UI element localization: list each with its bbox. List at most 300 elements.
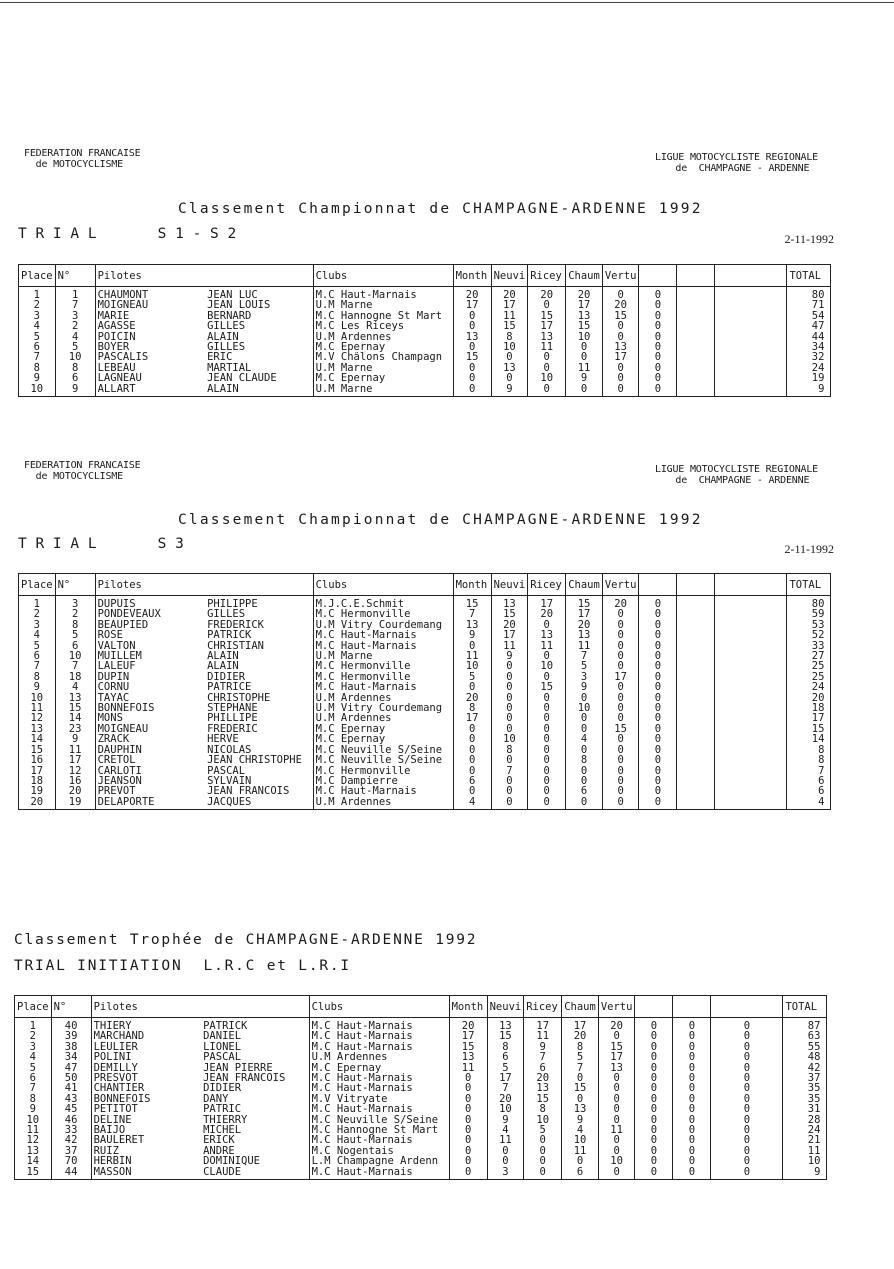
cell-place: 15 [15,1167,52,1180]
cell-chaum: 6 [566,786,603,796]
cell-total: 47 [787,321,831,331]
cell-month: 10 [453,661,491,671]
table-row [19,651,831,661]
cell-club: M.C Epernay [313,734,453,744]
cell-pilot-name: LEBEAU [95,363,205,373]
cell-ricey: 7 [524,1052,562,1062]
cell-extra2: 0 [673,1031,711,1041]
cell-month: 0 [449,1167,487,1180]
table-row [19,609,831,619]
cell-total: 9 [787,384,831,397]
cell-extra2 [677,373,715,383]
cell-chaum: 13 [566,311,603,321]
cell-extra3: 0 [711,1031,783,1041]
cell-extra1: 0 [639,672,677,682]
cell-extra2 [677,703,715,713]
cell-place: 8 [19,672,56,682]
cell-place: 6 [19,651,56,661]
cell-pilot-name: DUPUIS [95,596,205,610]
column-header-month: Month [453,574,491,596]
category-label: TRIAL INITIATION L.R.C et L.R.I [14,958,351,974]
cell-extra1: 0 [639,755,677,765]
cell-place: 5 [19,332,56,342]
cell-total: 32 [787,352,831,362]
cell-pilot-firstname: SYLVAIN [205,776,313,786]
cell-club: M.C Haut-Marnais [309,1167,449,1180]
cell-ricey: 0 [528,734,566,744]
table-row [19,321,831,331]
cell-extra2 [677,311,715,321]
cell-total: 71 [787,300,831,310]
cell-month: 13 [449,1052,487,1062]
cell-club: M.C Haut-Marnais [313,630,453,640]
cell-total: 10 [783,1156,827,1166]
cell-month: 0 [449,1115,487,1125]
table-row [15,1156,827,1166]
cell-chaum: 0 [566,776,603,786]
cell-pilot-firstname: DANY [201,1094,309,1104]
table-row [19,682,831,692]
cell-vertu: 20 [598,1018,635,1032]
cell-place: 9 [19,682,56,692]
cell-number: 20 [55,786,95,796]
table-row [19,703,831,713]
cell-extra1: 0 [639,321,677,331]
cell-extra3 [715,776,787,786]
cell-chaum: 9 [566,682,603,692]
cell-place: 7 [15,1083,52,1093]
table-row [15,1167,827,1180]
header-row [19,265,831,287]
cell-extra1: 0 [639,745,677,755]
cell-ricey: 13 [528,332,566,342]
cell-pilot-firstname: PASCAL [201,1052,309,1062]
cell-total: 18 [787,703,831,713]
header-row [15,996,827,1018]
cell-place: 8 [19,363,56,373]
column-header-extra3 [711,996,783,1018]
cell-neuvi: 3 [487,1167,524,1180]
cell-chaum: 20 [562,1031,599,1041]
cell-number: 1 [55,287,95,301]
cell-number: 2 [55,321,95,331]
column-header-pilot-name: Pilotes [91,996,201,1018]
cell-extra1: 0 [639,766,677,776]
cell-pilot-name: ALLART [95,384,205,397]
cell-extra3 [715,596,787,610]
cell-vertu: 0 [598,1135,635,1145]
cell-club: U.M Vitry Courdemang [313,620,453,630]
cell-pilot-name: BONNEFOIS [95,703,205,713]
cell-ricey: 0 [528,703,566,713]
cell-number: 43 [51,1094,91,1104]
cell-month: 0 [453,755,491,765]
column-header-month: Month [449,996,487,1018]
cell-ricey: 0 [524,1146,562,1156]
cell-neuvi: 0 [491,682,528,692]
cell-extra2 [677,776,715,786]
cell-chaum: 6 [562,1167,599,1180]
cell-extra3: 0 [711,1042,783,1052]
cell-vertu: 0 [602,745,639,755]
cell-extra2: 0 [673,1063,711,1073]
cell-total: 19 [787,373,831,383]
cell-extra1: 0 [635,1083,673,1093]
cell-club: M.C Neuville S/Seine [313,745,453,755]
cell-club: M.C Nogentais [309,1146,449,1156]
cell-extra1: 0 [639,734,677,744]
cell-chaum: 0 [566,797,603,810]
column-header-number: N° [51,996,91,1018]
cell-ricey: 0 [528,755,566,765]
cell-club: U.M Ardennes [313,332,453,342]
cell-extra2: 0 [673,1094,711,1104]
cell-extra1: 0 [639,724,677,734]
federation-header: FEDERATION FRANCAISE de MOTOCYCLISME [24,460,141,482]
cell-month: 15 [453,596,491,610]
cell-place: 6 [15,1073,52,1083]
cell-pilot-firstname: MARTIAL [205,363,313,373]
cell-pilot-name: MARIE [95,311,205,321]
cell-pilot-name: MARCHAND [91,1031,201,1041]
cell-extra2 [677,641,715,651]
cell-month: 0 [453,682,491,692]
results-table [18,573,831,810]
cell-club: U.M Ardennes [313,713,453,723]
cell-pilot-firstname: GILLES [205,321,313,331]
cell-pilot-name: PETITOT [91,1104,201,1114]
cell-chaum: 0 [566,713,603,723]
cell-club: M.C Haut-Marnais [309,1042,449,1052]
header-row [19,574,831,596]
cell-place: 3 [15,1042,52,1052]
cell-place: 5 [19,641,56,651]
cell-club: U.M Ardennes [309,1052,449,1062]
cell-pilot-firstname: BERNARD [205,311,313,321]
cell-neuvi: 15 [491,609,528,619]
cell-club: M.C Hannogne St Mart [309,1125,449,1135]
cell-month: 11 [453,651,491,661]
cell-extra3 [715,682,787,692]
cell-extra3: 0 [711,1063,783,1073]
cell-pilot-name: BAIJO [91,1125,201,1135]
cell-extra3 [715,287,787,301]
cell-month: 0 [453,363,491,373]
cell-place: 4 [15,1052,52,1062]
cell-vertu: 0 [602,287,639,301]
cell-vertu: 0 [602,651,639,661]
column-header-ricey: Ricey [524,996,562,1018]
cell-vertu: 13 [602,342,639,352]
cell-pilot-name: CORNU [95,682,205,692]
cell-extra2 [677,786,715,796]
table-row [19,745,831,755]
cell-extra1: 0 [639,596,677,610]
table-row [19,797,831,810]
cell-pilot-name: DEMILLY [91,1063,201,1073]
cell-vertu: 20 [602,300,639,310]
cell-pilot-name: PREVOT [95,786,205,796]
column-header-ricey: Ricey [528,574,566,596]
cell-chaum: 17 [566,609,603,619]
cell-month: 0 [449,1073,487,1083]
cell-extra3: 0 [711,1083,783,1093]
cell-total: 37 [783,1073,827,1083]
cell-extra1: 0 [635,1146,673,1156]
cell-place: 10 [19,693,56,703]
cell-month: 17 [453,713,491,723]
cell-extra1: 0 [639,703,677,713]
cell-pilot-name: MUILLEM [95,651,205,661]
cell-pilot-name: LAGNEAU [95,373,205,383]
cell-club: M.C Haut-Marnais [313,682,453,692]
cell-extra2 [677,321,715,331]
cell-extra1: 0 [635,1063,673,1073]
cell-extra2: 0 [673,1135,711,1145]
cell-chaum: 7 [566,651,603,661]
column-header-pilot-firstname [201,996,309,1018]
cell-vertu: 0 [602,620,639,630]
cell-extra2 [677,682,715,692]
cell-ricey: 11 [528,342,566,352]
cell-pilot-firstname: JEAN PIERRE [201,1063,309,1073]
cell-chaum: 13 [562,1104,599,1114]
cell-month: 0 [453,373,491,383]
cell-number: 3 [55,311,95,321]
cell-place: 2 [15,1031,52,1041]
table-row [15,1083,827,1093]
cell-neuvi: 13 [487,1018,524,1032]
table-row [19,734,831,744]
cell-pilot-name: MONS [95,713,205,723]
cell-number: 11 [55,745,95,755]
cell-pilot-firstname: HERVE [205,734,313,744]
cell-extra1: 0 [639,786,677,796]
cell-extra3 [715,300,787,310]
cell-extra1: 0 [639,352,677,362]
table-row [19,630,831,640]
cell-ricey: 0 [528,776,566,786]
table-row [15,1094,827,1104]
cell-place: 8 [15,1094,52,1104]
column-header-total: TOTAL [787,574,831,596]
table-row [19,384,831,397]
cell-neuvi: 0 [491,755,528,765]
table-row [19,287,831,301]
cell-ricey: 5 [524,1125,562,1135]
cell-extra3 [715,384,787,397]
cell-neuvi: 0 [491,786,528,796]
cell-ricey: 17 [528,596,566,610]
cell-extra1: 0 [639,342,677,352]
table-row [19,342,831,352]
cell-pilot-name: CRETOL [95,755,205,765]
cell-number: 15 [55,703,95,713]
cell-place: 20 [19,797,56,810]
cell-chaum: 5 [566,661,603,671]
cell-ricey: 20 [524,1073,562,1083]
cell-month: 17 [449,1031,487,1041]
column-header-extra2 [677,265,715,287]
cell-pilot-firstname: DOMINIQUE [201,1156,309,1166]
cell-neuvi: 17 [487,1073,524,1083]
cell-ricey: 15 [528,682,566,692]
cell-pilot-firstname: STEPHANE [205,703,313,713]
cell-month: 5 [453,672,491,682]
cell-extra1: 0 [639,651,677,661]
cell-vertu: 0 [598,1073,635,1083]
cell-extra1: 0 [639,287,677,301]
cell-chaum: 8 [566,755,603,765]
cell-extra1: 0 [635,1104,673,1114]
cell-extra1: 0 [635,1052,673,1062]
cell-number: 12 [55,766,95,776]
cell-pilot-firstname: PATRIC [201,1104,309,1114]
cell-neuvi: 15 [487,1031,524,1041]
column-header-vertu: Vertu [602,265,639,287]
cell-pilot-firstname: JEAN CHRISTOPHE [205,755,313,765]
cell-extra2 [677,363,715,373]
table-row [15,1104,827,1114]
cell-ricey: 9 [524,1042,562,1052]
cell-total: 80 [787,596,831,610]
cell-total: 28 [783,1115,827,1125]
cell-neuvi: 17 [491,300,528,310]
cell-ricey: 13 [528,630,566,640]
cell-neuvi: 9 [491,651,528,661]
cell-place: 13 [19,724,56,734]
cell-vertu: 17 [598,1052,635,1062]
cell-ricey: 0 [528,651,566,661]
cell-chaum: 0 [566,745,603,755]
cell-vertu: 0 [598,1167,635,1180]
cell-month: 0 [453,384,491,397]
cell-vertu: 0 [602,776,639,786]
column-header-vertu: Vertu [602,574,639,596]
cell-extra1: 0 [639,311,677,321]
cell-ricey: 6 [524,1063,562,1073]
cell-club: M.C Haut-Marnais [309,1018,449,1032]
cell-extra3 [715,620,787,630]
cell-pilot-name: BONNEFOIS [91,1094,201,1104]
cell-total: 24 [783,1125,827,1135]
cell-ricey: 0 [528,745,566,755]
cell-ricey: 10 [528,661,566,671]
table-row [19,620,831,630]
cell-number: 47 [51,1063,91,1073]
cell-neuvi: 0 [487,1156,524,1166]
cell-number: 7 [55,661,95,671]
cell-number: 18 [55,672,95,682]
column-header-neuvi: Neuvi [491,265,528,287]
cell-place: 7 [19,352,56,362]
cell-club: U.M Marne [313,363,453,373]
cell-vertu: 10 [598,1156,635,1166]
cell-place: 12 [15,1135,52,1145]
cell-extra2: 0 [673,1083,711,1093]
cell-number: 5 [55,630,95,640]
cell-ricey: 0 [528,384,566,397]
cell-chaum: 11 [562,1146,599,1156]
cell-extra2: 0 [673,1073,711,1083]
cell-extra1: 0 [639,620,677,630]
top-border [0,2,894,3]
cell-neuvi: 9 [491,384,528,397]
cell-extra3 [715,321,787,331]
column-header-extra2 [673,996,711,1018]
cell-ricey: 17 [524,1018,562,1032]
table-row [19,661,831,671]
column-header-pilot-name: Pilotes [95,574,205,596]
column-header-chaum: Chaum [562,996,599,1018]
cell-number: 34 [51,1052,91,1062]
cell-vertu: 0 [602,321,639,331]
cell-chaum: 11 [566,641,603,651]
cell-pilot-firstname: ALAIN [205,384,313,397]
cell-total: 6 [787,786,831,796]
cell-chaum: 7 [562,1063,599,1073]
cell-extra1: 0 [639,630,677,640]
cell-month: 20 [453,693,491,703]
cell-place: 1 [15,1018,52,1032]
cell-month: 0 [449,1125,487,1135]
cell-total: 27 [787,651,831,661]
cell-month: 8 [453,703,491,713]
cell-number: 9 [55,734,95,744]
cell-total: 15 [787,724,831,734]
cell-neuvi: 17 [491,630,528,640]
cell-place: 12 [19,713,56,723]
cell-pilot-name: PASCALIS [95,352,205,362]
cell-chaum: 9 [562,1115,599,1125]
cell-extra3 [715,342,787,352]
cell-vertu: 0 [598,1031,635,1041]
cell-pilot-firstname: JACQUES [205,797,313,810]
cell-pilot-firstname: NICOLAS [205,745,313,755]
cell-place: 19 [19,786,56,796]
column-header-place: Place [19,265,56,287]
cell-vertu: 0 [602,703,639,713]
cell-vertu: 0 [602,373,639,383]
cell-place: 9 [19,373,56,383]
cell-club: M.C Haut-Marnais [313,287,453,301]
table-row [19,311,831,321]
cell-number: 5 [55,342,95,352]
cell-place: 3 [19,620,56,630]
cell-neuvi: 7 [491,766,528,776]
cell-month: 0 [453,734,491,744]
cell-club: L.M Champagne Ardenn [309,1156,449,1166]
cell-extra1: 0 [639,776,677,786]
cell-vertu: 11 [598,1125,635,1135]
cell-club: M.C Hermonville [313,766,453,776]
results-table [18,264,831,397]
cell-number: 39 [51,1031,91,1041]
cell-extra3 [715,641,787,651]
cell-total: 54 [787,311,831,321]
cell-number: 10 [55,651,95,661]
cell-chaum: 3 [566,672,603,682]
cell-total: 25 [787,672,831,682]
cell-ricey: 0 [528,300,566,310]
table-row [15,1031,827,1041]
cell-neuvi: 11 [487,1135,524,1145]
cell-total: 11 [783,1146,827,1156]
cell-extra2: 0 [673,1115,711,1125]
cell-month: 17 [453,300,491,310]
cell-month: 15 [449,1042,487,1052]
cell-extra1: 0 [635,1073,673,1083]
